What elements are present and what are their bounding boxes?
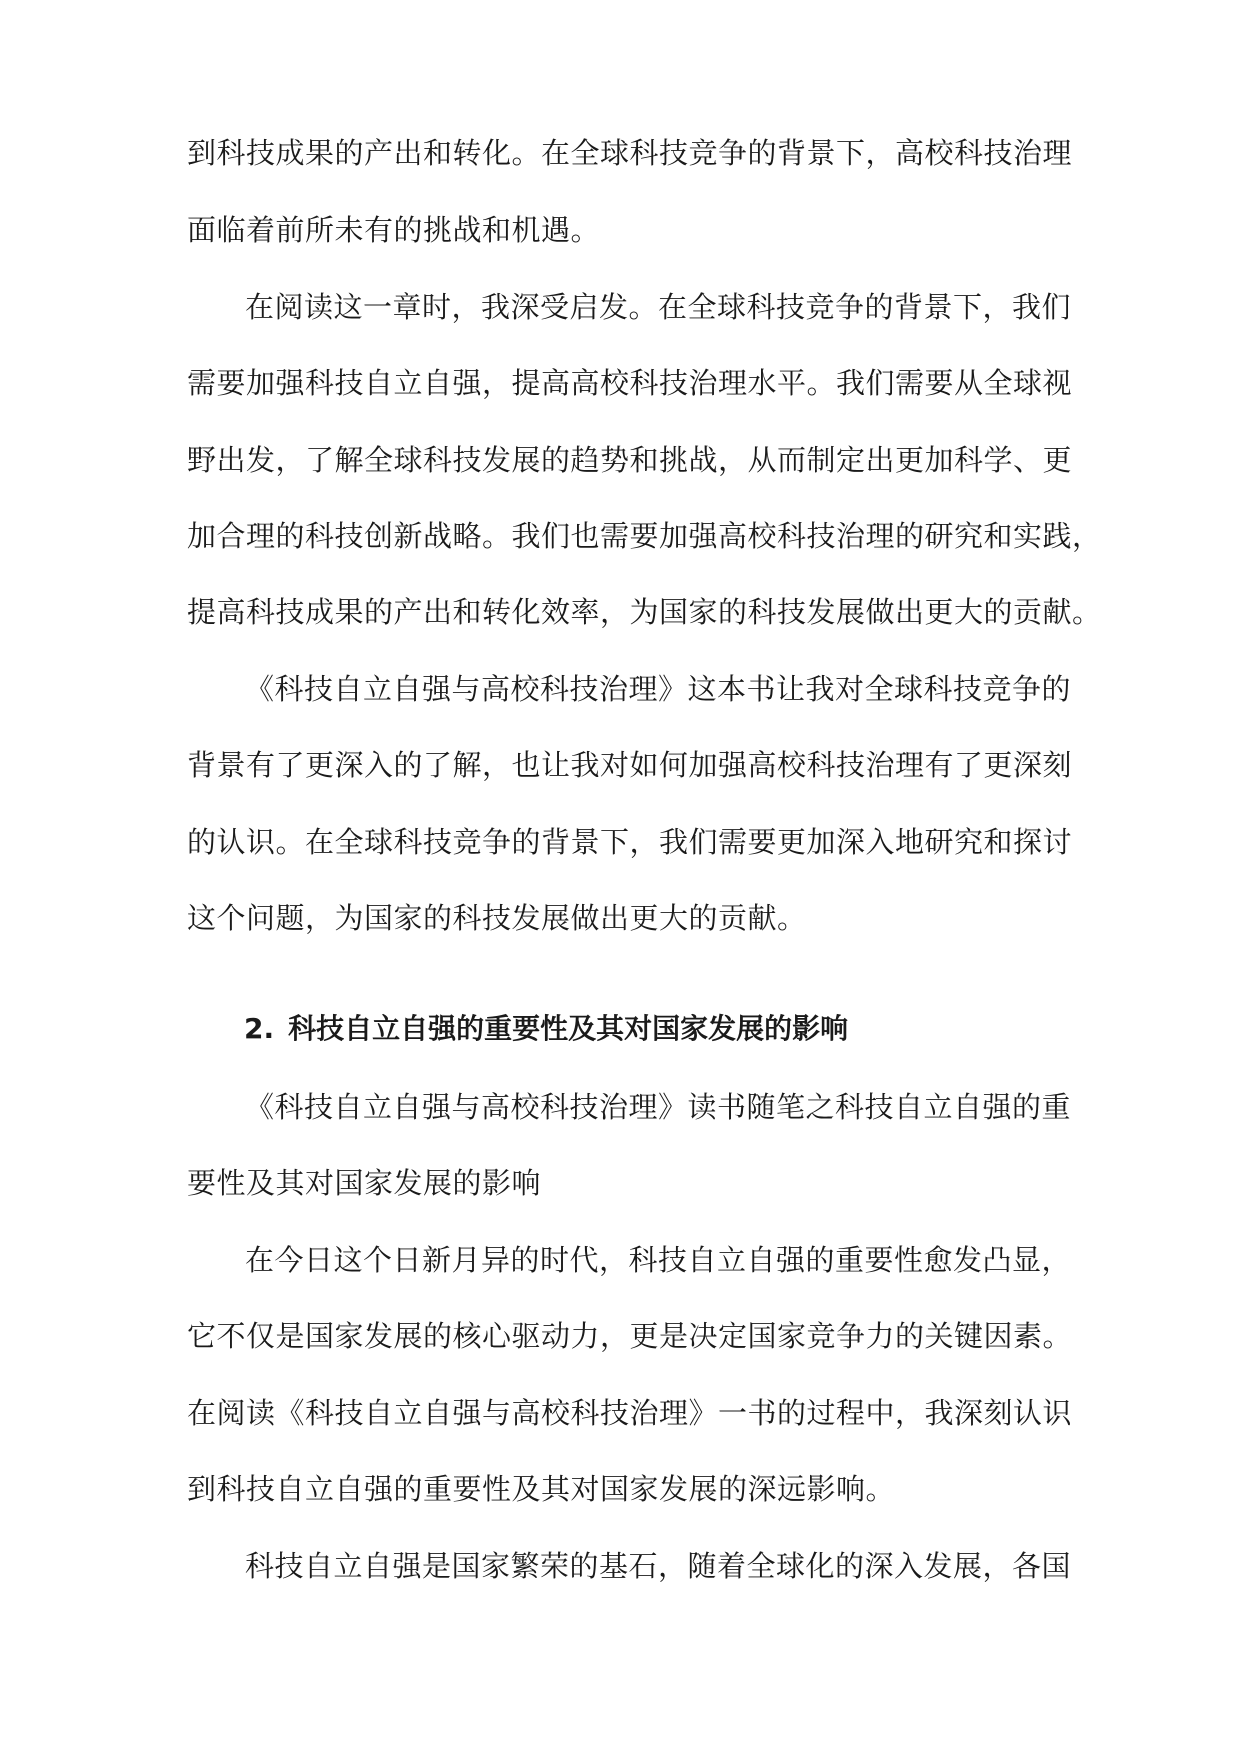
paragraph-line: 在今日这个日新月异的时代，科技自立自强的重要性愈发凸显， [245, 1243, 1072, 1277]
paragraph-line: 到科技自立自强的重要性及其对国家发展的深远影响。 [187, 1472, 896, 1506]
paragraph-line: 《科技自立自强与高校科技治理》这本书让我对全球科技竞争的 [245, 672, 1072, 706]
paragraph-line: 这个问题，为国家的科技发展做出更大的贡献。 [187, 901, 807, 935]
paragraph-line: 它不仅是国家发展的核心驱动力，更是决定国家竞争力的关键因素。 [187, 1319, 1073, 1353]
paragraph-line: 《科技自立自强与高校科技治理》读书随笔之科技自立自强的重 [245, 1090, 1072, 1124]
section-title: 科技自立自强的重要性及其对国家发展的影响 [288, 1012, 849, 1045]
paragraph-line: 背景有了更深入的了解，也让我对如何加强高校科技治理有了更深刻 [187, 748, 1073, 782]
paragraph-line: 需要加强科技自立自强，提高高校科技治理水平。我们需要从全球视 [187, 366, 1073, 400]
paragraph-line: 到科技成果的产出和转化。在全球科技竞争的背景下，高校科技治理 [187, 136, 1073, 170]
section-heading [244, 1009, 848, 1049]
paragraph-line: 在阅读《科技自立自强与高校科技治理》一书的过程中，我深刻认识 [187, 1396, 1073, 1430]
section-number: 2. [244, 1012, 275, 1045]
paragraph-line: 科技自立自强是国家繁荣的基石，随着全球化的深入发展，各国 [245, 1549, 1072, 1583]
paragraph-line: 加合理的科技创新战略。我们也需要加强高校科技治理的研究和实践， [187, 519, 1102, 553]
paragraph-line: 面临着前所未有的挑战和机遇。 [187, 213, 601, 247]
paragraph-line: 要性及其对国家发展的影响 [187, 1166, 542, 1200]
paragraph-line: 提高科技成果的产出和转化效率，为国家的科技发展做出更大的贡献。 [187, 595, 1102, 629]
paragraph-line: 在阅读这一章时，我深受启发。在全球科技竞争的背景下，我们 [245, 290, 1072, 324]
paragraph-line: 野出发，了解全球科技发展的趋势和挑战，从而制定出更加科学、更 [187, 443, 1073, 477]
paragraph-line: 的认识。在全球科技竞争的背景下，我们需要更加深入地研究和探讨 [187, 825, 1073, 859]
